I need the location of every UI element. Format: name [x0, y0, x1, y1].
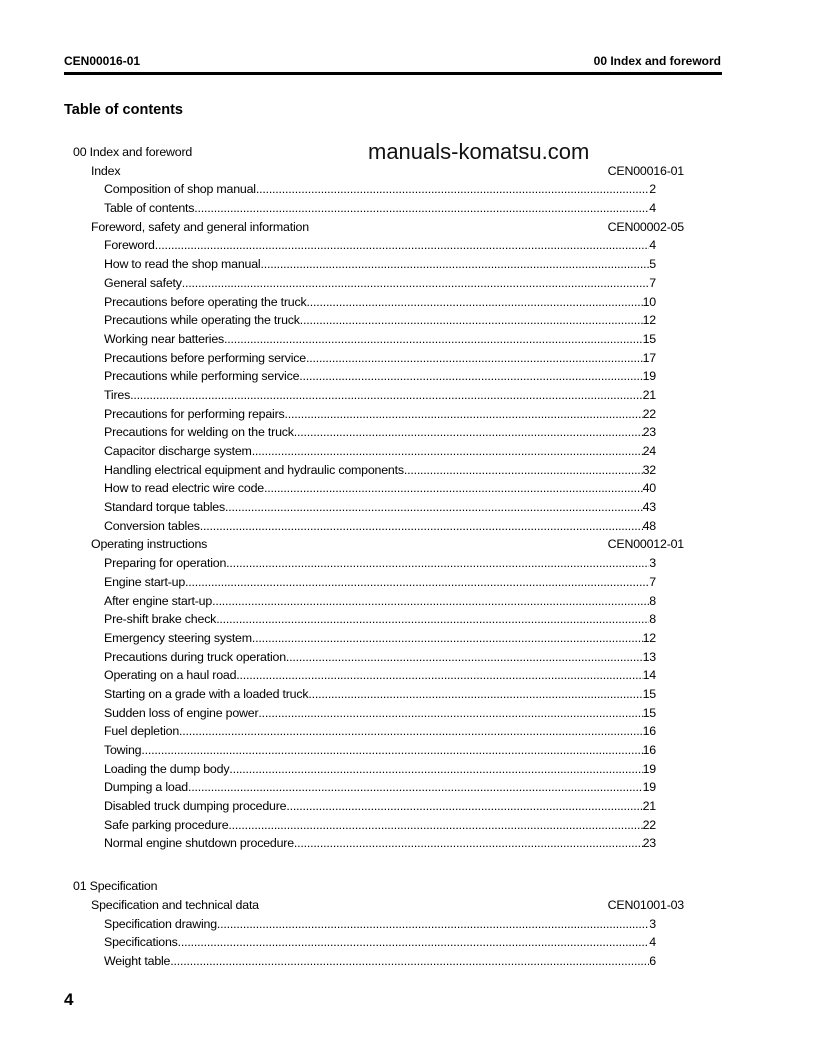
toc-entry-title: Engine start-up: [104, 574, 186, 589]
toc-entry-title: Precautions for welding on the truck: [104, 425, 294, 440]
toc-entry-title: Composition of shop manual: [104, 182, 256, 197]
toc-entry-title: Working near batteries: [104, 331, 225, 346]
dot-leader: [141, 741, 642, 760]
toc-entry-page: 23: [642, 836, 656, 851]
toc-entry[interactable]: [64, 952, 656, 971]
toc-entry[interactable]: [64, 648, 656, 667]
toc-entry[interactable]: [64, 330, 656, 349]
toc-entry[interactable]: [64, 816, 656, 835]
toc-entry[interactable]: [64, 610, 656, 629]
toc-entry-title: Specifications: [104, 935, 178, 950]
toc-entry-page: 32: [642, 462, 656, 477]
toc-entry-page: 15: [642, 705, 656, 720]
toc-entry-page: 24: [642, 444, 656, 458]
toc-entry[interactable]: [64, 180, 656, 199]
toc-entry[interactable]: [64, 741, 656, 760]
dot-leader: [226, 554, 649, 573]
page-title: Table of contents: [64, 102, 183, 118]
toc-entry-title: Handling electrical equipment and hydraulic components: [104, 462, 404, 477]
toc-entry[interactable]: [64, 274, 656, 293]
toc-entry-title: How to read electric wire code: [104, 481, 264, 496]
toc-group-code: CEN00002-05: [607, 219, 684, 234]
dot-leader: [194, 199, 649, 218]
toc-group-heading[interactable]: [64, 535, 704, 554]
toc-entry[interactable]: [64, 933, 656, 952]
toc-entry-title: Weight table: [104, 953, 171, 968]
toc-entry[interactable]: [64, 554, 656, 573]
toc-section-heading[interactable]: 00 Index and foreword: [73, 145, 193, 159]
toc-entry[interactable]: [64, 199, 656, 218]
dot-leader: [188, 778, 643, 797]
toc-entry[interactable]: [64, 461, 656, 480]
toc-entry[interactable]: [64, 629, 656, 648]
dot-leader: [225, 498, 643, 517]
toc-entry-title: Towing: [104, 743, 142, 757]
toc-entry-title: Starting on a grade with a loaded truck: [104, 686, 309, 701]
toc-entry-title: Tires: [104, 387, 131, 402]
toc-entry-page: 40: [642, 481, 656, 496]
toc-entry[interactable]: [64, 592, 656, 611]
toc-entry-title: Precautions while operating the truck: [104, 313, 300, 328]
toc-entry[interactable]: [64, 293, 656, 312]
toc-entry-page: 4: [649, 201, 656, 216]
dot-leader: [299, 367, 642, 386]
toc-entry-page: 12: [642, 630, 656, 645]
toc-entry-title: Sudden loss of engine power: [104, 705, 259, 720]
toc-entry-page: 2: [649, 182, 656, 197]
dot-leader: [200, 517, 643, 536]
toc-entry-page: 43: [642, 500, 656, 515]
header-section: 00 Index and foreword: [593, 54, 721, 68]
toc-group-label: Specification and technical data: [91, 897, 259, 912]
toc-entry-title: Preparing for operation: [104, 556, 227, 571]
dot-leader: [178, 933, 650, 952]
dot-leader: [252, 442, 643, 461]
dot-leader: [170, 952, 649, 971]
header-rule: [64, 72, 722, 75]
toc-entry-title: Loading the dump body: [104, 761, 230, 776]
toc-entry-title: Precautions before performing service: [104, 350, 306, 365]
toc-group-label: Index: [91, 163, 121, 178]
dot-leader: [306, 293, 642, 312]
toc-entry-title: Table of contents: [104, 201, 195, 216]
toc-entry-title: Emergency steering system: [104, 630, 252, 645]
dot-leader: [217, 915, 649, 934]
toc-group-heading[interactable]: [64, 896, 704, 915]
watermark: manuals-komatsu.com: [368, 139, 590, 164]
toc-group-label: Operating instructions: [91, 537, 208, 552]
toc-entry-title: Standard torque tables: [104, 500, 225, 515]
dot-leader: [286, 648, 643, 667]
dot-leader: [179, 722, 643, 741]
toc-entry-page: 3: [649, 916, 656, 931]
toc-entry-page: 17: [642, 350, 656, 365]
toc-entry-page: 48: [642, 518, 656, 533]
toc-group-label: Foreword, safety and general information: [91, 219, 309, 234]
toc-entry-title: Operating on a haul road: [104, 668, 237, 683]
toc-entry[interactable]: [64, 666, 656, 685]
toc-entry[interactable]: [64, 498, 656, 517]
toc-entry-page: 10: [642, 294, 656, 309]
toc-entry-page: 8: [649, 612, 656, 627]
toc-entry-page: 22: [642, 406, 656, 421]
toc-entry-title: How to read the shop manual: [104, 257, 261, 272]
toc-entry-page: 22: [642, 817, 656, 832]
toc-entry-title: Precautions before operating the truck: [104, 294, 307, 309]
dot-leader: [294, 834, 643, 853]
toc-entry-page: 21: [642, 799, 656, 814]
toc-entry-page: 15: [642, 686, 656, 701]
toc-entry-title: Fuel depletion: [104, 724, 180, 739]
toc-entry-page: 19: [642, 780, 656, 795]
toc-entry[interactable]: [64, 442, 656, 461]
toc-entry-title: Disabled truck dumping procedure: [104, 799, 287, 814]
toc-entry-page: 19: [642, 369, 656, 384]
toc-entry-title: Capacitor discharge system: [104, 444, 252, 458]
toc-entry-title: Normal engine shutdown procedure: [104, 836, 294, 851]
toc-entry-title: Precautions for performing repairs: [104, 406, 285, 421]
dot-leader: [182, 274, 650, 293]
toc-entry[interactable]: [64, 255, 656, 274]
toc-entry[interactable]: [64, 834, 656, 853]
toc-entry-title: General safety: [104, 275, 182, 290]
dot-leader: [404, 461, 643, 480]
toc-entry-page: 7: [649, 574, 656, 589]
toc-entry[interactable]: [64, 722, 656, 741]
dot-leader: [212, 592, 649, 611]
dot-leader: [130, 386, 643, 405]
dot-leader: [229, 760, 642, 779]
dot-leader: [224, 330, 643, 349]
dot-leader: [216, 610, 649, 629]
toc-entry-title: Pre-shift brake check: [104, 612, 217, 627]
toc-entry-page: 16: [642, 743, 656, 757]
toc-entry[interactable]: [64, 573, 656, 592]
toc-group-heading[interactable]: [64, 162, 704, 181]
dot-leader: [306, 349, 643, 368]
toc-entry-page: 21: [642, 387, 656, 402]
toc-entry-title: After engine start-up: [104, 593, 213, 608]
dot-leader: [252, 629, 643, 648]
header-doc-code: CEN00016-01: [64, 54, 141, 68]
toc-entry-page: 12: [642, 313, 656, 328]
toc-entry-page: 4: [649, 935, 656, 950]
dot-leader: [256, 180, 649, 199]
toc-entry[interactable]: [64, 760, 656, 779]
toc-entry[interactable]: [64, 236, 656, 255]
dot-leader: [286, 797, 642, 816]
dot-leader: [258, 704, 642, 723]
page-header: [64, 54, 721, 70]
toc-entry-page: 4: [649, 238, 656, 253]
toc-entry-title: Safe parking procedure: [104, 817, 229, 832]
toc-entry-page: 19: [642, 761, 656, 776]
dot-leader: [185, 573, 649, 592]
toc-entry-title: Dumping a load: [104, 780, 188, 795]
table-of-contents: [64, 143, 704, 971]
toc-section-heading[interactable]: 01 Specification: [73, 879, 158, 894]
toc-entry-title: Precautions during truck operation: [104, 649, 286, 664]
toc-entry-page: 3: [649, 556, 656, 571]
toc-entry-page: 6: [649, 953, 656, 968]
dot-leader: [260, 255, 649, 274]
toc-entry[interactable]: [64, 386, 656, 405]
toc-entry[interactable]: [64, 704, 656, 723]
toc-group-code: CEN00016-01: [607, 163, 684, 178]
toc-entry-page: 5: [649, 257, 656, 272]
toc-entry[interactable]: [64, 517, 656, 536]
toc-entry[interactable]: [64, 367, 656, 386]
toc-entry-page: 7: [649, 275, 656, 290]
dot-leader: [264, 479, 643, 498]
dot-leader: [228, 816, 642, 835]
toc-entry[interactable]: [64, 349, 656, 368]
toc-entry-page: 14: [642, 668, 656, 683]
dot-leader: [285, 405, 643, 424]
toc-entry-page: 8: [649, 593, 656, 608]
toc-entry-page: 23: [642, 425, 656, 440]
toc-entry-page: 16: [642, 724, 656, 739]
dot-leader: [236, 666, 642, 685]
toc-group-heading[interactable]: [64, 218, 704, 237]
toc-entry[interactable]: [64, 479, 656, 498]
dot-leader: [308, 685, 642, 704]
toc-entry[interactable]: [64, 311, 656, 330]
toc-entry-title: Precautions while performing service: [104, 369, 300, 384]
page-number: 4: [64, 990, 74, 1009]
toc-entry-page: 15: [642, 331, 656, 346]
dot-leader: [300, 311, 643, 330]
toc-entry-title: Conversion tables: [104, 518, 200, 533]
toc-entry[interactable]: [64, 423, 656, 442]
section-spacer: [64, 853, 704, 877]
toc-entry-title: Specification drawing: [104, 916, 217, 931]
toc-group-code: CEN00012-01: [607, 537, 684, 552]
toc-entry-title: Foreword: [104, 238, 155, 253]
toc-entry[interactable]: [64, 405, 656, 424]
toc-entry[interactable]: [64, 915, 656, 934]
dot-leader: [155, 236, 650, 255]
toc-entry[interactable]: [64, 797, 656, 816]
dot-leader: [294, 423, 643, 442]
toc-entry[interactable]: [64, 685, 656, 704]
toc-entry-page: 13: [642, 649, 656, 664]
toc-entry[interactable]: [64, 778, 656, 797]
toc-group-code: CEN01001-03: [607, 897, 684, 912]
